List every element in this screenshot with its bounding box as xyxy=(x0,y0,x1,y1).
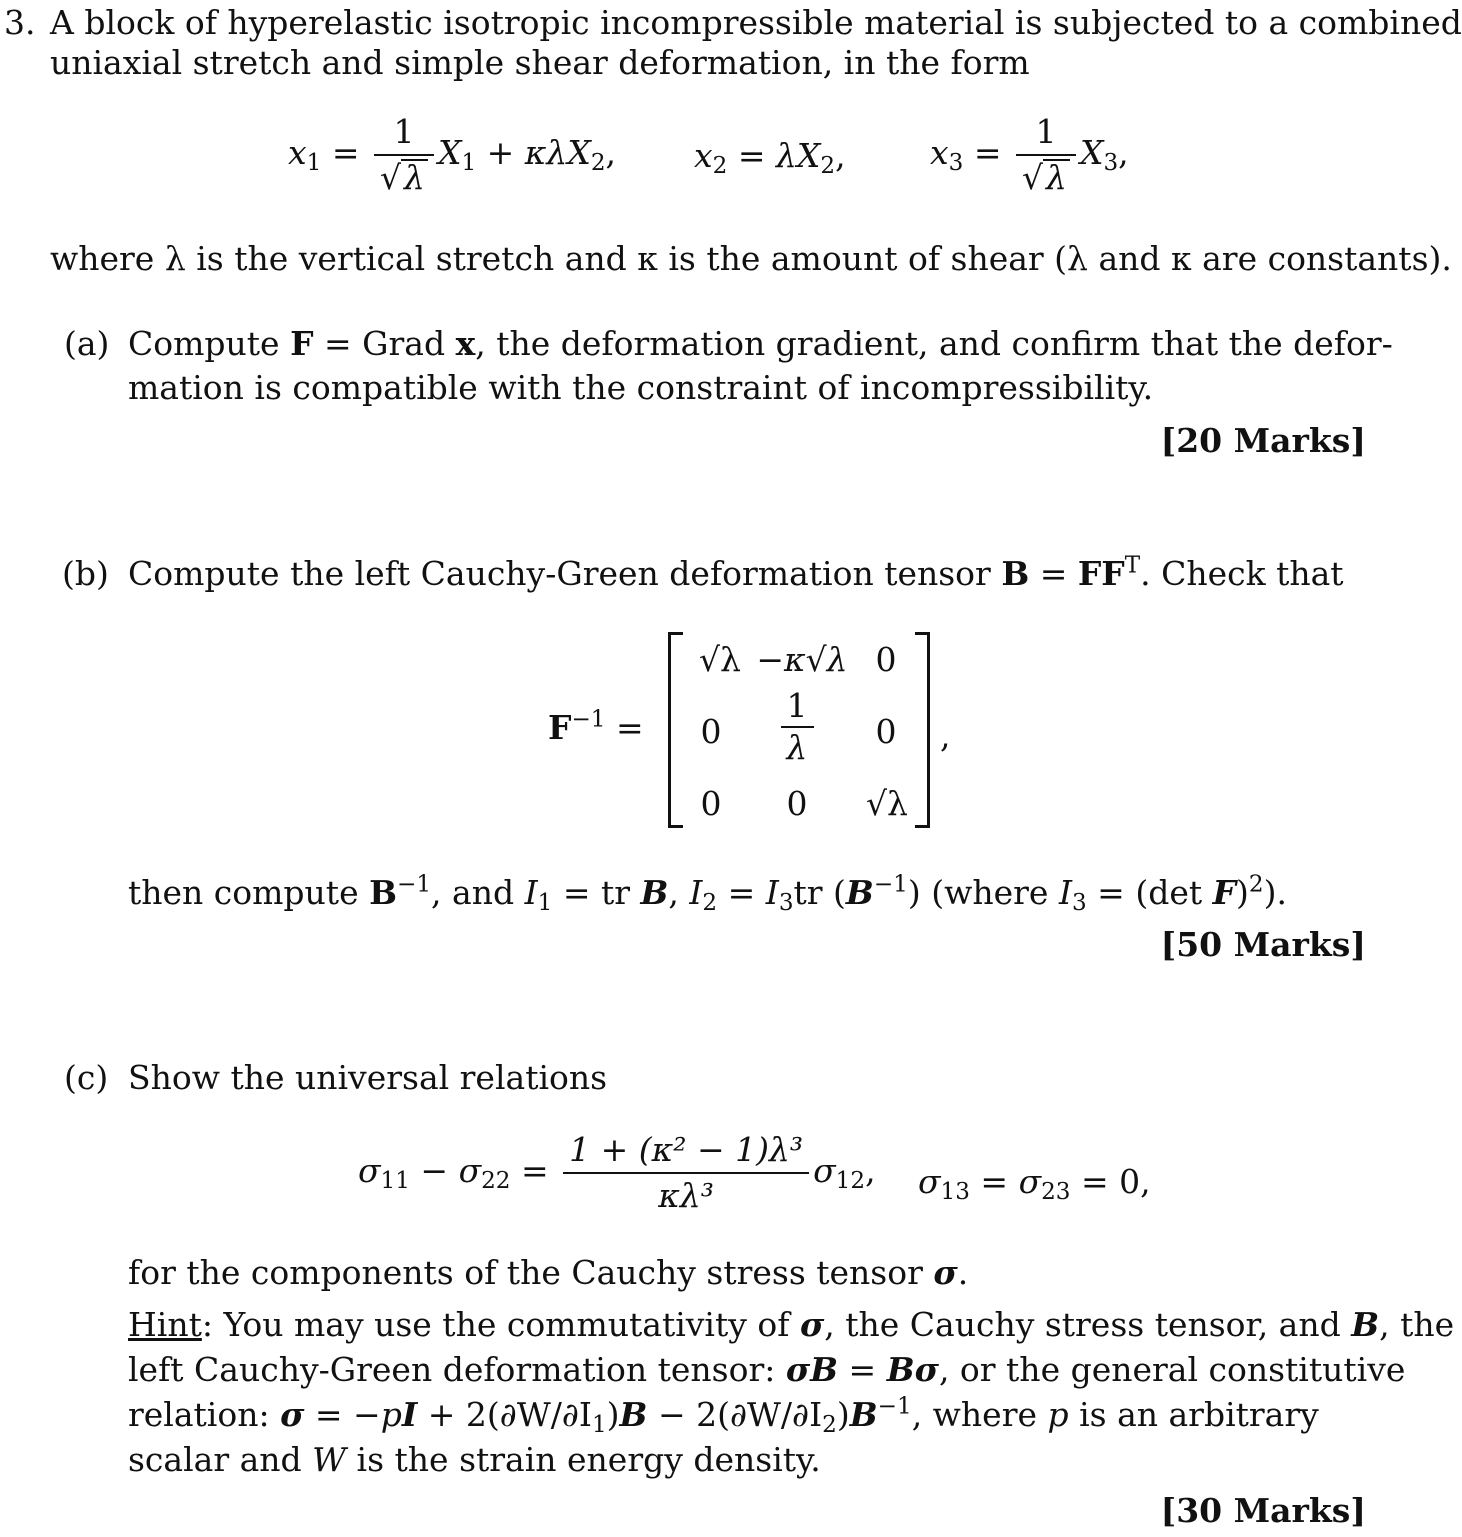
hint-line-1 xyxy=(128,1302,1454,1347)
bold-sigma: σ xyxy=(799,1305,825,1344)
bold-italic-B: B xyxy=(640,873,669,912)
sub-2b: 2 xyxy=(820,152,836,179)
matrix-r1c2: −κ√λ xyxy=(756,640,848,679)
bold-italic-B: B xyxy=(619,1395,648,1434)
bold-sigma: σ xyxy=(280,1395,305,1434)
text: Compute xyxy=(128,324,291,363)
lambda-X2: = λX xyxy=(727,136,821,175)
hint-line-2 xyxy=(128,1347,1405,1392)
text: relation: xyxy=(128,1395,281,1434)
text: , the xyxy=(1379,1305,1455,1344)
equation-x1 xyxy=(288,112,616,198)
text: Compute the left Cauchy-Green deformation tensor xyxy=(128,554,1002,593)
question-number: 3. xyxy=(4,3,36,42)
text: ). xyxy=(1263,873,1287,912)
matrix-r2c3: 0 xyxy=(875,712,897,751)
matrix-r3c3: √λ xyxy=(866,784,908,823)
sub-1b: 1 xyxy=(461,149,477,176)
var-x1: x xyxy=(288,133,307,172)
fraction-1-over-sqrt-lambda xyxy=(374,112,434,198)
text: , xyxy=(668,873,690,912)
equation-x3 xyxy=(930,112,1129,198)
denominator: κλ³ xyxy=(658,1176,715,1215)
fraction-relation xyxy=(563,1130,809,1216)
text: , the deformation gradient, and confirm that the defor- xyxy=(475,324,1393,363)
text: for the components of the Cauchy stress tensor xyxy=(128,1253,934,1292)
text: = xyxy=(1029,554,1078,593)
text: is an arbitrary xyxy=(1068,1395,1319,1434)
text: scalar and xyxy=(128,1440,313,1479)
var-p: p xyxy=(380,1395,402,1434)
square-sup: 2 xyxy=(1248,871,1264,898)
bold-F: F xyxy=(290,324,314,363)
matrix-comma: , xyxy=(940,716,951,755)
transpose-sup: T xyxy=(1124,552,1141,579)
part-a-marks: [20 Marks] xyxy=(1160,421,1366,460)
bold-italic-F: F xyxy=(1212,873,1237,912)
matrix-r3c2: 0 xyxy=(786,784,808,823)
text: , and xyxy=(431,873,525,912)
sigma: σ xyxy=(358,1151,381,1190)
numerator: 1 xyxy=(1016,112,1076,156)
equals-sign: = xyxy=(969,1162,1019,1201)
inverse-sup: −1 xyxy=(397,871,432,898)
hint-line-4 xyxy=(128,1437,821,1482)
sub-23: 23 xyxy=(1041,1178,1071,1205)
var-I: I xyxy=(765,873,779,912)
bold-Bsigma: Bσ xyxy=(886,1350,939,1389)
sub-22: 22 xyxy=(481,1167,511,1194)
text: = xyxy=(717,873,766,912)
bold-italic-B: B xyxy=(845,873,874,912)
equation-x2 xyxy=(694,136,846,179)
text: − 2(∂W/∂I xyxy=(647,1395,823,1434)
part-c-marks: [30 Marks] xyxy=(1160,1491,1366,1530)
sigma: σ xyxy=(813,1151,836,1190)
part-a-label: (a) xyxy=(64,324,110,363)
hint-label: Hint xyxy=(128,1305,202,1344)
universal-relation-1 xyxy=(358,1130,876,1216)
equals-sign: = xyxy=(615,708,644,747)
part-b-marks: [50 Marks] xyxy=(1160,925,1366,964)
intro-line-2: uniaxial stretch and simple shear deformation, in the form xyxy=(50,43,1030,82)
sub-2: 2 xyxy=(822,1411,837,1438)
var-I: I xyxy=(524,873,538,912)
lambda: λ xyxy=(401,159,428,195)
kappa-lambda-X: + κλX xyxy=(476,133,591,172)
text: = (det xyxy=(1086,873,1213,912)
text: . Check that xyxy=(1140,554,1344,593)
comma: , xyxy=(605,133,617,172)
var-I: I xyxy=(689,873,703,912)
bold-FF: FF xyxy=(1077,554,1125,593)
part-a-line-2: mation is compatible with the constraint of incompressibility. xyxy=(128,368,1154,407)
text: ) xyxy=(606,1395,620,1434)
intro-line-1: A block of hyperelastic isotropic incompressible material is subjected to a combined xyxy=(50,3,1462,42)
equals-sign: = xyxy=(973,133,1002,172)
bold-B: B xyxy=(1001,554,1030,593)
text: then compute xyxy=(128,873,370,912)
sub-11: 11 xyxy=(380,1167,410,1194)
sub-3b: 3 xyxy=(1103,149,1119,176)
denominator: √λ xyxy=(374,156,434,198)
sub-3: 3 xyxy=(778,889,794,916)
var-x3: x xyxy=(930,133,949,172)
text: = − xyxy=(304,1395,381,1434)
matrix-r2c2 xyxy=(777,688,817,766)
sigma: σ xyxy=(1018,1162,1042,1201)
text: = tr xyxy=(552,873,641,912)
bold-sigma: σ xyxy=(933,1253,958,1292)
sub-2: 2 xyxy=(712,152,728,179)
part-a-line-1 xyxy=(128,321,1393,366)
text: ) xyxy=(1236,873,1249,912)
numerator: 1 + (κ² − 1)λ³ xyxy=(563,1130,809,1174)
equals-sign: = xyxy=(331,133,360,172)
numerator: 1 xyxy=(781,688,814,728)
denominator: √λ xyxy=(1016,156,1076,198)
var-p: p xyxy=(1047,1395,1069,1434)
hint-line-3 xyxy=(128,1392,1319,1437)
sub-12: 12 xyxy=(835,1167,866,1194)
comma: , xyxy=(865,1151,876,1190)
fraction-1-over-sqrt-lambda xyxy=(1016,112,1076,198)
finv-label xyxy=(548,708,644,747)
text: left Cauchy-Green deformation tensor: xyxy=(128,1350,786,1389)
var-X1: X xyxy=(437,133,462,172)
bold-italic-B: B xyxy=(1351,1305,1380,1344)
text: + 2(∂W/∂I xyxy=(417,1395,592,1434)
sub-3: 3 xyxy=(1071,889,1087,916)
text: , or the general constitutive xyxy=(938,1350,1406,1389)
part-b-line-1 xyxy=(128,551,1344,596)
sub-2: 2 xyxy=(590,149,606,176)
part-c-line-1: Show the universal relations xyxy=(128,1058,608,1097)
part-b-label: (b) xyxy=(62,554,109,593)
text: , where xyxy=(911,1395,1048,1434)
sub-1: 1 xyxy=(591,1411,607,1438)
bold-sigmaB: σB xyxy=(785,1350,839,1389)
sub-3: 3 xyxy=(948,149,964,176)
text: ) xyxy=(836,1395,850,1434)
matrix-r1c1: √λ xyxy=(699,640,741,679)
comma: , xyxy=(835,136,846,175)
denominator: λ xyxy=(786,728,808,767)
numerator: 1 xyxy=(374,112,434,156)
sub-1: 1 xyxy=(537,889,553,916)
text: . xyxy=(957,1253,969,1292)
inverse-sup: −1 xyxy=(873,871,908,898)
var-W: W xyxy=(312,1440,347,1479)
inverse-sup: −1 xyxy=(877,1393,912,1420)
bold-italic-I: I xyxy=(401,1395,418,1434)
bold-B: B xyxy=(369,873,397,912)
text: ) (where xyxy=(907,873,1059,912)
part-c-for-line xyxy=(128,1250,968,1295)
universal-relation-2 xyxy=(918,1162,1151,1205)
bold-italic-B: B xyxy=(849,1395,878,1434)
sub-1: 1 xyxy=(306,149,322,176)
matrix-r2c1: 0 xyxy=(700,712,722,751)
part-b-then-line xyxy=(128,870,1287,915)
comma: , xyxy=(1118,133,1129,172)
var-x2: x xyxy=(694,136,713,175)
inverse-sup: −1 xyxy=(571,706,606,733)
var-X3: X xyxy=(1079,133,1104,172)
text: is the strain energy density. xyxy=(346,1440,821,1479)
sub-2: 2 xyxy=(702,889,718,916)
equals-sign: = xyxy=(510,1151,560,1190)
fraction-1-over-lambda xyxy=(781,688,814,766)
text: , the Cauchy stress tensor, and xyxy=(824,1305,1352,1344)
bold-F: F xyxy=(548,708,572,747)
sigma: σ xyxy=(458,1151,482,1190)
matrix-r1c3: 0 xyxy=(875,640,897,679)
var-I: I xyxy=(1058,873,1072,912)
matrix-r3c1: 0 xyxy=(700,784,722,823)
text: = Grad xyxy=(313,324,456,363)
sigma: σ xyxy=(918,1162,941,1201)
equals-zero: = 0, xyxy=(1070,1162,1151,1201)
bold-x: x xyxy=(455,324,476,363)
part-c-label: (c) xyxy=(64,1058,109,1097)
text: : You may use the commutativity of xyxy=(201,1305,800,1344)
where-line: where λ is the vertical stretch and κ is the amount of shear (λ and κ are constants). xyxy=(50,239,1452,278)
lambda: λ xyxy=(1043,159,1070,195)
minus: − xyxy=(409,1151,459,1190)
inverse-matrix xyxy=(668,632,930,828)
text: = xyxy=(838,1350,887,1389)
sub-13: 13 xyxy=(940,1178,970,1205)
text: tr ( xyxy=(793,873,846,912)
